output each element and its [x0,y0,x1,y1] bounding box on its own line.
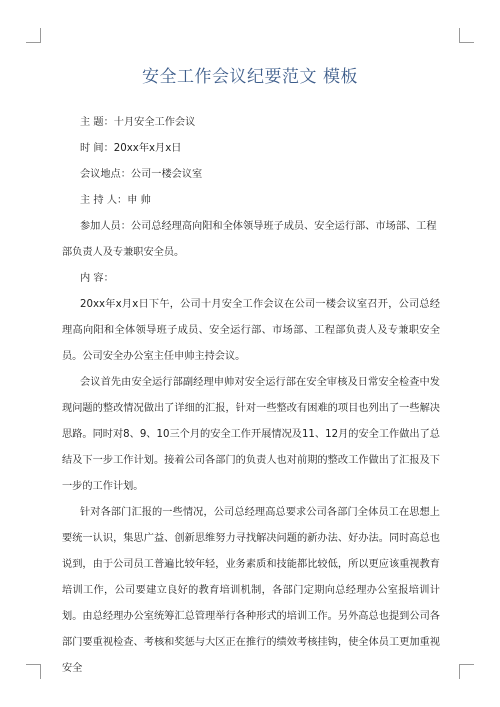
paragraph-opening: 20xx年x月x日下午，公司十月安全工作会议在公司一楼会议室召开，公司总经理高向阳和全体领导班子成员、安全运行部、市场部、工程部负责人及专兼职安全员。公司安全办公室主任申帅主持会议。 [62,299,440,362]
meeting-host: 主 持 人：申 帅 [80,195,151,206]
paragraph-report: 会议首先由安全运行部副经理申帅对安全运行部在安全审核及日常安全检查中发现问题的整改情况做出了详细的汇报，针对一些整改有困难的项目也列出了一些解决思路。同时对8、9、10三个月的安全工作开展情况及11、12月的安全工作做出了总结及下一步工作计划。接着公司各部门的负责人也对前期的整改工作做出了汇报及下一步的工作计划。 [62,377,440,492]
document-title: 安全工作会议纪要范文 模板 [142,67,358,87]
document-body [62,110,440,682]
meeting-attendees: 参加人员：公司总经理高向阳和全体领导班子成员、安全运行部、市场部、工程部负责人及专兼职安全员。 [62,221,437,258]
meeting-subject: 主 题：十月安全工作会议 [80,117,196,128]
crop-mark-bottom-left [26,664,41,679]
meeting-time: 时 间：20xx年x月x日 [80,143,182,154]
crop-mark-top-right [459,28,474,43]
crop-mark-top-left [26,28,41,43]
crop-mark-bottom-right [459,664,474,679]
content-label: 内 容： [80,273,114,284]
paragraph-directives: 针对各部门汇报的一些情况，公司总经理高总要求公司各部门全体员工在思想上要统一认识，集思广益、创新思维努力寻找解决问题的新办法、好办法。同时高总也说到，由于公司员工普遍比较年轻，业务素质和技能都比较低，所以更应该重视教育培训工作，公司要建立良好的教育培训机制，各部门定期向总经理办公室报培训计划。由总经理办公室统筹汇总管理举行各种形式的培训工作。另外高总也提到公司各部门要重视检查、考核和奖惩与大区正在推行的绩效考核挂钩，使全体员工更加重视安全 [62,507,440,674]
meeting-location: 会议地点：公司一楼会议室 [80,169,203,180]
